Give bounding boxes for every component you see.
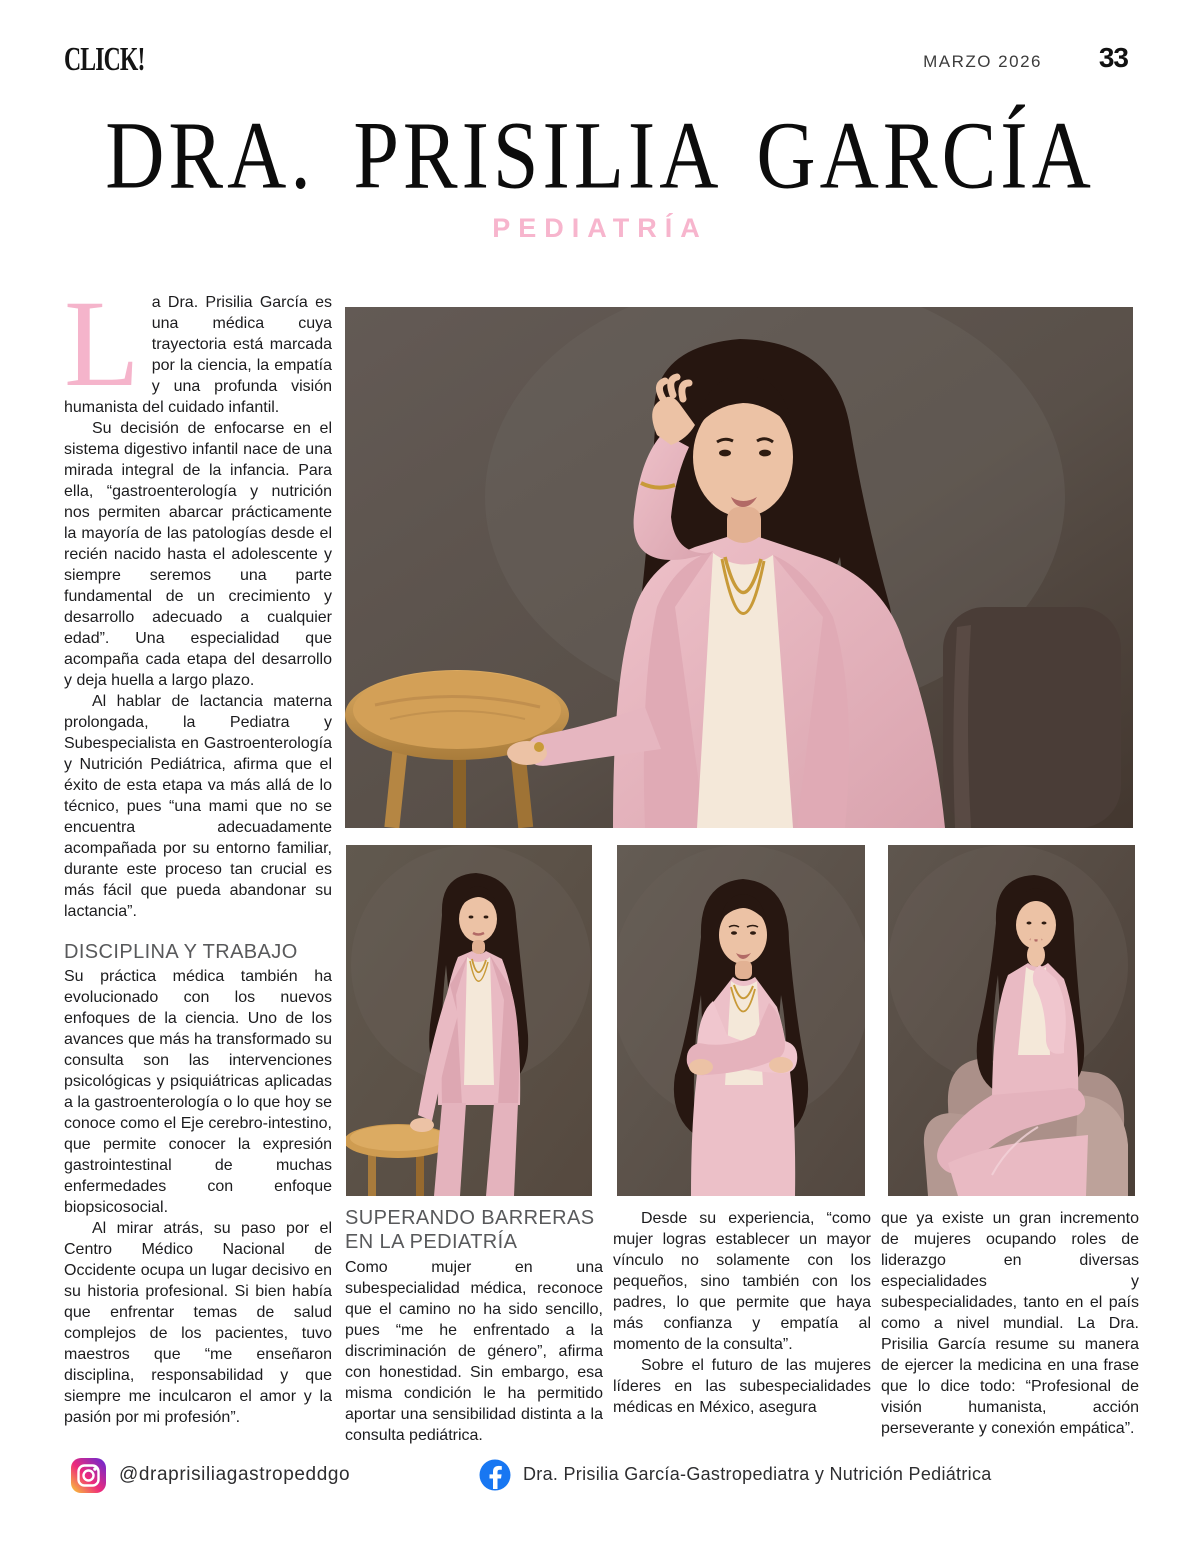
magazine-logo: CLICK! [64,40,145,78]
facebook-icon [479,1459,511,1491]
paragraph: Desde su experiencia, “como mujer logras establecer un mayor vínculo no solamente con los pequeños, sino también con los padres, lo que permite que haya más confianza y empatía al momento de la consulta”. [613,1210,871,1353]
main-portrait-photo [345,307,1133,828]
photo-seated-chair [888,845,1135,1196]
page-number: 33 [1098,42,1128,73]
article-column-1 [64,275,332,1428]
section-heading-disciplina: DISCIPLINA Y TRABAJO [64,941,298,963]
paragraph: Su práctica médica también ha evolucionado con los nuevos enfoques de la ciencia. Uno de los avances que más ha transformado su consulta son las intervenciones psicológicas y psiquiátricas aplicadas a la gastroenterología o lo que hoy se conoce como el Eje cerebro-intestino, que permite conocer la expresión gastrointestinal de muchas enfermedades con enfoque biopsicosocial. [64,968,332,1216]
article-subtitle: PEDIATRÍA [492,213,708,243]
section-heading-superando: SUPERANDO BARRERAS EN LA PEDIATRÍA [345,1207,595,1253]
lead-paragraph-text: a Dra. Prisilia García es una médica cuya trayectoria está marcada por la ciencia, la empatía y una profunda visión humanista del cuidado infantil. [64,294,332,416]
article-column-4 [881,1208,1139,1439]
arms-crossed-portrait-illustration [617,845,865,1196]
paragraph: Al mirar atrás, su paso por el Centro Médico Nacional de Occidente ocupa un lugar decisivo en su historia profesional. Si bien había que enfrentar temas de salud complejos de los pacientes, tuvo maestros que “me enseñaron disciplina, responsabilidad y que siempre me inculcaron el amor y la pasión por mi profesión”. [64,1220,332,1426]
lead-paragraph [64,275,332,418]
article-column-2 [345,1206,603,1446]
article-column-3 [613,1208,871,1418]
paragraph: Su decisión de enfocarse en el sistema digestivo infantil nace de una mirada integral de la infancia. Para ella, “gastroenterología y nutrición nos permiten abarcar prácticamente la mayoría de las patologías desde el recién nacido hasta el adolescente y siempre seremos una parte fundamental de un crecimiento y desarrollo adecuado a cualquier edad”. Una especialidad que acompaña cada etapa del desarrollo y deja huella a largo plazo. [64,420,332,689]
instagram-handle: @draprisiliagastropeddgo [119,1464,351,1485]
seated-portrait-illustration [888,845,1135,1196]
paragraph: Como mujer en una subespecialidad médica, reconoce que el camino no ha sido sencillo, pues “me he enfrentado a la discriminación de género”, afirma con honestidad. Sin embargo, esa misma condición le ha permitido aportar una sensibilidad distinta a la consulta pediátrica. [345,1259,603,1444]
chair-illustration [943,607,1121,828]
photo-standing [346,845,592,1196]
article-title: DRA. PRISILIA GARCÍA [105,101,1095,209]
standing-portrait-illustration [346,845,592,1196]
main-portrait-illustration [345,307,1133,828]
issue-date: MARZO 2026 [923,52,1042,71]
instagram-icon [70,1457,107,1494]
paragraph: Al hablar de lactancia materna prolongada, la Pediatra y Subespecialista en Gastroenterología y Nutrición Pediátrica, afirma que el éxito de esta etapa va más allá de lo técnico, pues “una mami que no se encuentra adecuadamente acompañada por su entorno familiar, durante este proceso tan crucial es más fácil que pueda abandonar su lactancia”. [64,693,332,920]
paragraph: que ya existe un gran incremento de mujeres ocupando roles de liderazgo en diversas especialidades y subespecialidades, tanto en el país como a nivel mundial. La Dra. Prisilia García resume su manera de ejercer la medicina en una frase que lo dice todo: “Profesional de visión humanista, acción perseverante y conexión empática”. [881,1210,1139,1437]
facebook-page-name: Dra. Prisilia García-Gastropediatra y Nutrición Pediátrica [523,1464,992,1484]
drop-cap: L [64,275,140,412]
photo-arms-crossed [617,845,865,1196]
paragraph: Sobre el futuro de las mujeres líderes en las subespecialidades médicas en México, asegura [613,1357,871,1416]
